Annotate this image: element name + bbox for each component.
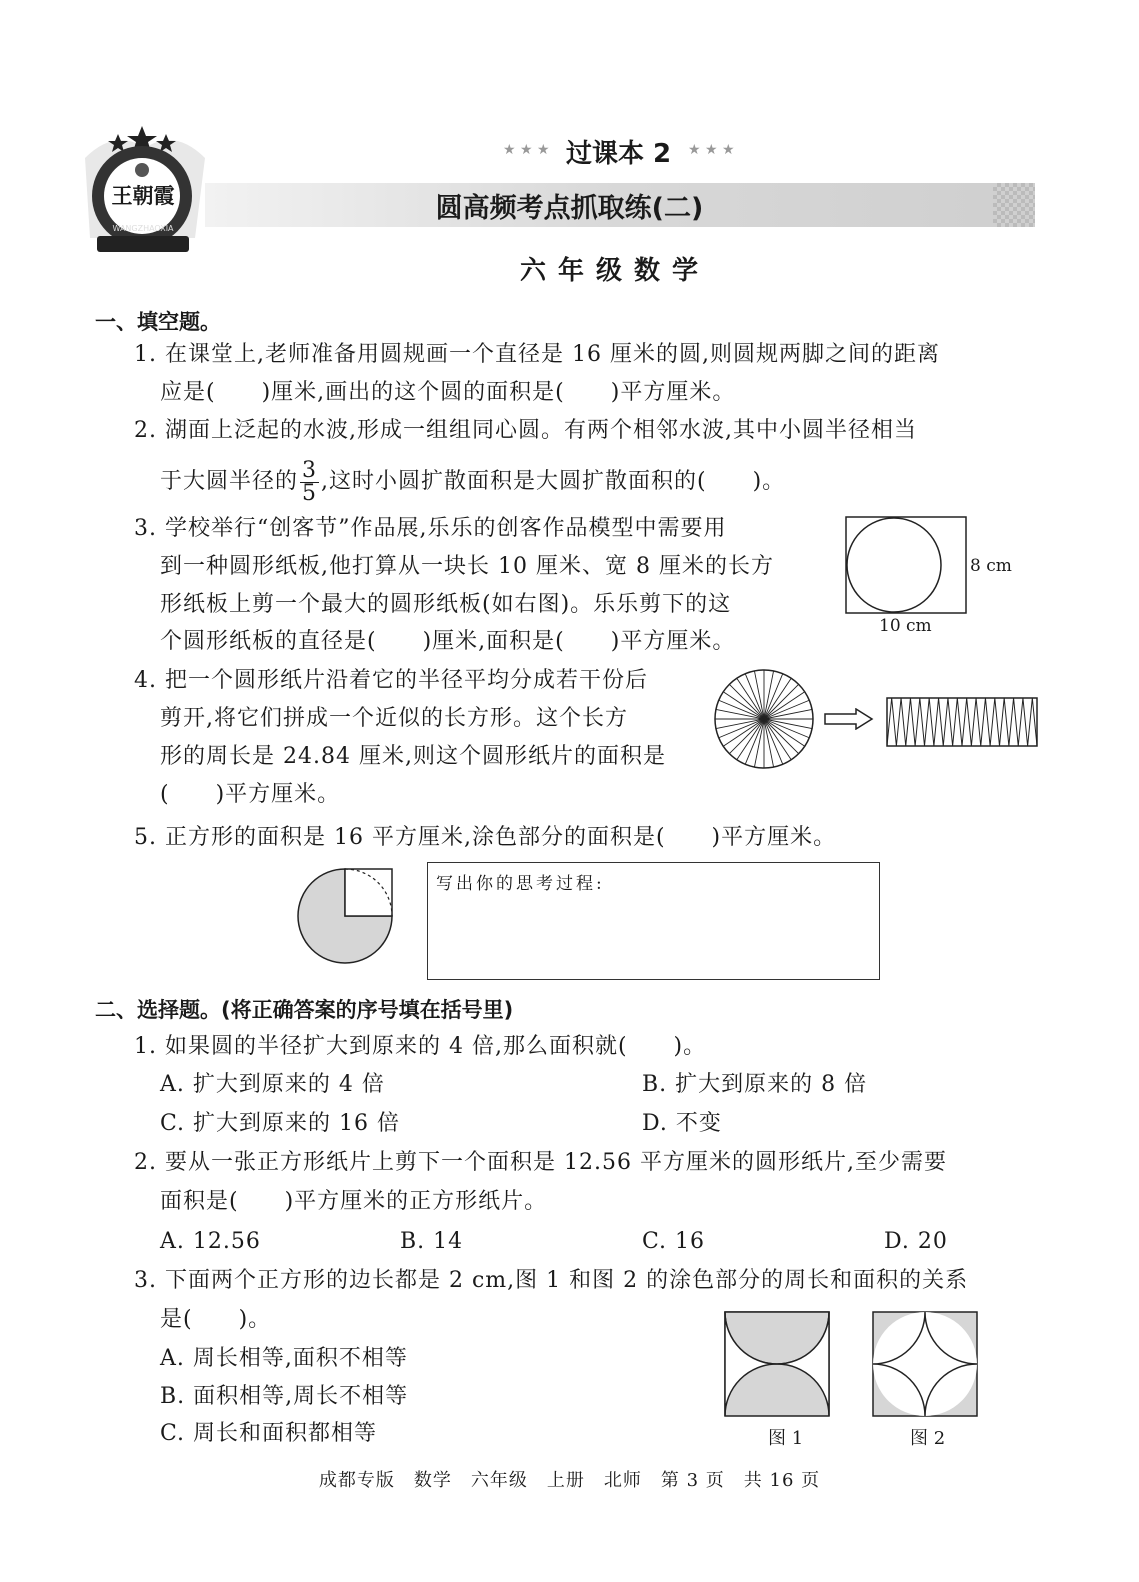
s1-q4-line4: ( )平方厘米。 <box>160 782 341 807</box>
s2-q1-option-d[interactable]: D. 不变 <box>642 1111 722 1136</box>
figure-1-label: 图 1 <box>768 1428 804 1449</box>
series-stars-left: ★ ★ ★ <box>503 142 550 158</box>
sector-line <box>764 719 799 754</box>
s2-q3-option-b[interactable]: B. 面积相等,周长不相等 <box>160 1384 409 1409</box>
figure-2-square <box>871 1310 979 1418</box>
rectangle-circle-figure <box>845 516 967 614</box>
s1-q3-line3: 形纸板上剪一个最大的圆形纸板(如右图)。乐乐剪下的这 <box>160 592 732 617</box>
zigzag-line <box>887 698 1037 746</box>
quarter-square-figure <box>295 866 395 966</box>
thinking-process-box[interactable] <box>427 862 880 980</box>
s1-q4-line3: 形的周长是 24.84 厘米,则这个圆形纸片的面积是 <box>160 744 666 769</box>
s1-q3-line1: 3. 学校举行“创客节”作品展,乐乐的创客作品模型中需要用 <box>134 516 727 541</box>
s2-q2-line2: 面积是( )平方厘米的正方形纸片。 <box>160 1189 548 1214</box>
s2-q1-option-b[interactable]: B. 扩大到原来的 8 倍 <box>642 1072 868 1097</box>
brand-ring-text: WANGZHAOXIA <box>112 224 174 233</box>
s2-q3-line1: 3. 下面两个正方形的边长都是 2 cm,图 1 和图 2 的涂色部分的周长和面积的关系 <box>134 1268 969 1293</box>
s2-q1-option-a[interactable]: A. 扩大到原来的 4 倍 <box>160 1072 385 1097</box>
s2-q2-line1: 2. 要从一张正方形纸片上剪下一个面积是 12.56 平方厘米的圆形纸片,至少需要 <box>134 1150 947 1175</box>
section2-heading: 二、选择题。(将正确答案的序号填在括号里) <box>95 998 514 1022</box>
s1-q3-line4: 个圆形纸板的直径是( )厘米,面积是( )平方厘米。 <box>160 629 736 654</box>
s2-q3-option-a[interactable]: A. 周长相等,面积不相等 <box>160 1346 408 1371</box>
sector-circle-figure <box>713 668 815 770</box>
s1-q2-line1: 2. 湖面上泛起的水波,形成一组组同心圆。有两个相邻水波,其中小圆半径相当 <box>134 418 917 443</box>
rearranged-rectangle-figure <box>886 697 1038 747</box>
sector-line <box>729 684 764 719</box>
fraction <box>300 457 319 506</box>
figure-2-label: 图 2 <box>910 1428 946 1449</box>
sector-line <box>729 719 764 754</box>
s1-q2-pre: 于大圆半径的 <box>160 469 299 494</box>
s2-q3-line2: 是( )。 <box>160 1307 272 1332</box>
s1-q5-line1: 5. 正方形的面积是 16 平方厘米,涂色部分的面积是( )平方厘米。 <box>134 825 837 850</box>
page-footer: 成都专版 数学 六年级 上册 北师 第 3 页 共 16 页 <box>318 1470 821 1491</box>
page-title: 圆高频考点抓取练(二) <box>435 193 704 224</box>
figure-1-square <box>723 1310 831 1418</box>
s2-q2-option-b[interactable]: B. 14 <box>400 1229 464 1254</box>
s1-q4-line1: 4. 把一个圆形纸片沿着它的半径平均分成若干份后 <box>134 668 648 693</box>
s2-q1-option-c[interactable]: C. 扩大到原来的 16 倍 <box>160 1111 401 1136</box>
brand-name: 王朝霞 <box>111 184 175 208</box>
s1-q4-line2: 剪开,将它们拼成一个近似的长方形。这个长方 <box>160 706 628 731</box>
s1-q1-line1: 1. 在课堂上,老师准备用圆规画一个直径是 16 厘米的圆,则圆规两脚之间的距离 <box>134 342 940 367</box>
sector-line <box>764 684 799 719</box>
thinking-process-label: 写出你的思考过程: <box>436 874 605 894</box>
s1-q1-line2: 应是( )厘米,画出的这个圆的面积是( )平方厘米。 <box>160 380 736 405</box>
s1-q2-line2 <box>160 454 785 510</box>
s1-q3-line2: 到一种圆形纸板,他打算从一块长 10 厘米、宽 8 厘米的长方 <box>160 554 774 579</box>
s2-q2-option-c[interactable]: C. 16 <box>642 1229 706 1254</box>
series-stars-right: ★ ★ ★ <box>688 142 735 158</box>
fraction-numerator: 3 <box>302 457 318 483</box>
s2-q2-option-a[interactable]: A. 12.56 <box>160 1229 261 1254</box>
section1-heading: 一、填空题。 <box>95 310 221 334</box>
fig-width-label: 10 cm <box>879 616 932 636</box>
fraction-denominator: 5 <box>302 480 318 506</box>
s2-q1-line1: 1. 如果圆的半径扩大到原来的 4 倍,那么面积就( )。 <box>134 1034 707 1059</box>
fig-height-label: 8 cm <box>970 556 1012 576</box>
s2-q2-option-d[interactable]: D. 20 <box>884 1229 948 1254</box>
s1-q2-post: ,这时小圆扩散面积是大圆扩散面积的( )。 <box>321 469 786 494</box>
arrow-icon <box>824 708 874 730</box>
s2-q3-option-c[interactable]: C. 周长和面积都相等 <box>160 1421 378 1446</box>
subject-title: 六年级数学 <box>520 256 711 286</box>
series-title: 过课本 2 <box>566 139 672 169</box>
